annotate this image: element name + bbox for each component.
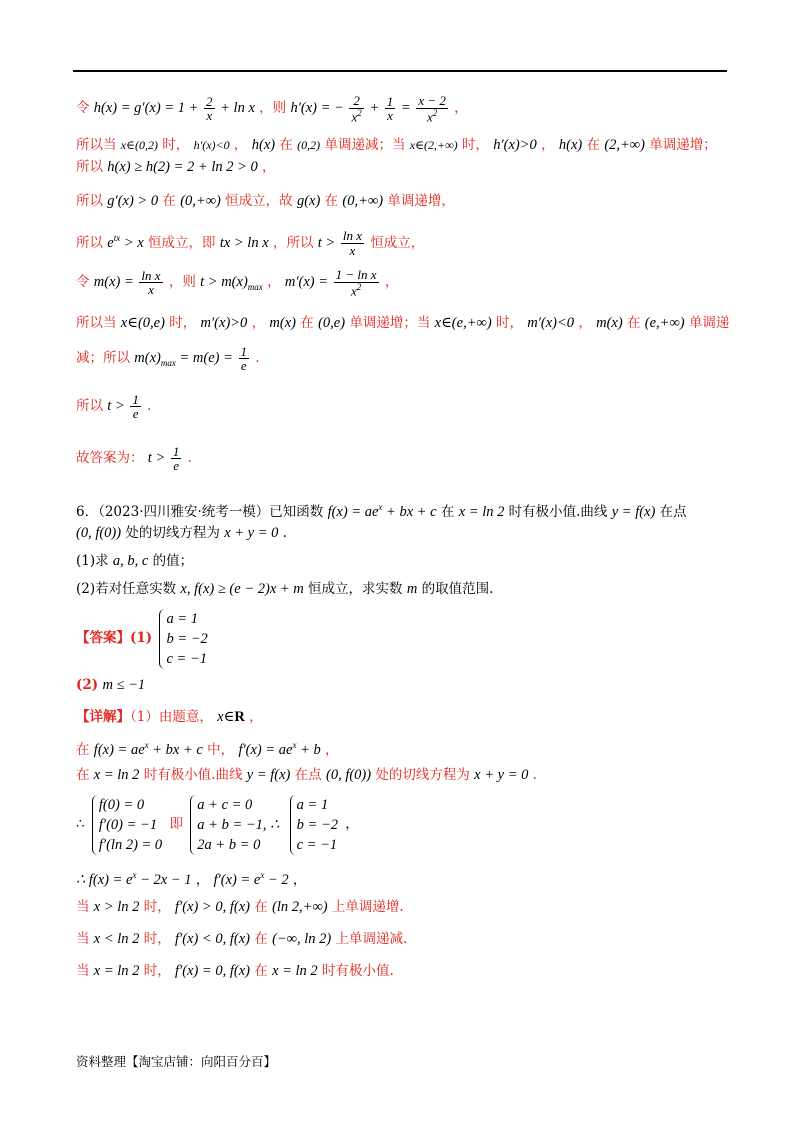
line-h-def: 令 h(x) = g′(x) = 1 + $\frac{2}{x}$ + ln x ，则 h′(x) = − $\frac{2}{x^2}$ + $\frac{1}{x}$ = $\frac{x - 2}{x^2}$ ，	[76, 92, 468, 124]
detail-inc: 当 x > ln 2 时， f′(x) > 0, f(x) 在 (ln 2,+∞) 上单调递增.	[76, 899, 404, 915]
detail-deriv: 在 $f(x) = ae^x$ + bx + c 中， $f'(x) = ae^x + b$ ，	[76, 740, 339, 758]
line-answer-5: 故答案为： t > $\frac{1}{e}$ .	[76, 443, 192, 474]
footer-source: 资料整理【淘宝店铺：向阳百分百】	[76, 1054, 277, 1069]
line-t-cond: 所以 $e^{tx} > x$ 恒成立，即 tx > ln x ，所以 t > $\frac{\text{ln x}}{x}$ 恒成立，	[76, 228, 425, 258]
line-m-def: 令 m(x) = $\frac{\text{ln x}}{x}$ ，则 $t > m(x)_{max}$ ， m′(x) = $\frac{\text{1 − ln x}}{x^2}$ ，	[76, 266, 399, 298]
detail-start: 【详解】（1）由题意， x∈R ，	[76, 709, 263, 725]
line-m-max: 减；所以 $m(x)_{max} = m(e)$ = $\frac{1}{e}$ .	[76, 343, 260, 374]
answer-6-1: 【答案】(1) a = 1 b = −2 c = −1	[76, 610, 208, 667]
detail-system: ∴ f(0) = 0 f′(0) = −1 f′(ln 2) = 0 即 a + c = 0 a + b = −1, ∴ 2a + b = 0 a = 1 b = −2 c = −1 ，	[76, 796, 359, 853]
detail-min: 当 x = ln 2 时， f′(x) = 0, f(x) 在 x = ln 2 时有极小值.	[76, 963, 394, 979]
detail-dec: 当 x < ln 2 时， f′(x) < 0, f(x) 在 (−∞, ln 2) 上单调递减.	[76, 931, 408, 947]
document-body	[76, 88, 730, 982]
line-h-mono: 所以当 x∈(0,2) 时， h′(x)<0 ， h(x) 在 (0,2) 单调递减；当 x∈(2,+∞) 时， h′(x)>0 ， h(x) 在 (2,+∞) 单调递增；	[76, 137, 717, 153]
detail-restate: 在 x = ln 2 时有极小值.曲线 y = f(x) 在点 (0, f(0)) 处的切线方程为 x + y = 0 .	[76, 767, 537, 783]
header-rule	[73, 70, 727, 72]
line-h-min: 所以 h(x) ≥ h(2) = 2 + ln 2 > 0 ，	[76, 159, 276, 175]
problem-6-q2: (2)若对任意实数 x, f(x) ≥ (e − 2)x + m 恒成立，求实数 m 的取值范围.	[76, 581, 494, 597]
problem-6-q1: (1)求 a, b, c 的值；	[76, 553, 194, 569]
problem-6-stem-2: (0, f(0)) 处的切线方程为 x + y = 0 .	[76, 525, 287, 541]
line-g-inc: 所以 g′(x) > 0 在 (0,+∞) 恒成立，故 g(x) 在 (0,+∞) 单调递增，	[76, 193, 455, 209]
problem-6-stem: 6．（2023·四川雅安·统考一模）已知函数 $f(x) = ae^x$ + bx + c 在 x = ln 2 时有极小值.曲线 y = f(x) 在点	[76, 502, 687, 520]
line-t-result: 所以 t > $\frac{1}{e}$ .	[76, 391, 152, 422]
detail-f: ∴ $f(x) = e^x - 2x - 1$ ， $f'(x) = e^x - 2$ ，	[76, 870, 307, 888]
answer-6-2: (2) m ≤ −1	[76, 677, 146, 693]
line-m-mono: 所以当 x∈(0,e) 时， m′(x)>0 ， m(x) 在 (0,e) 单调递增；当 x∈(e,+∞) 时， m′(x)<0 ， m(x) 在 (e,+∞) 单调递	[76, 315, 730, 331]
